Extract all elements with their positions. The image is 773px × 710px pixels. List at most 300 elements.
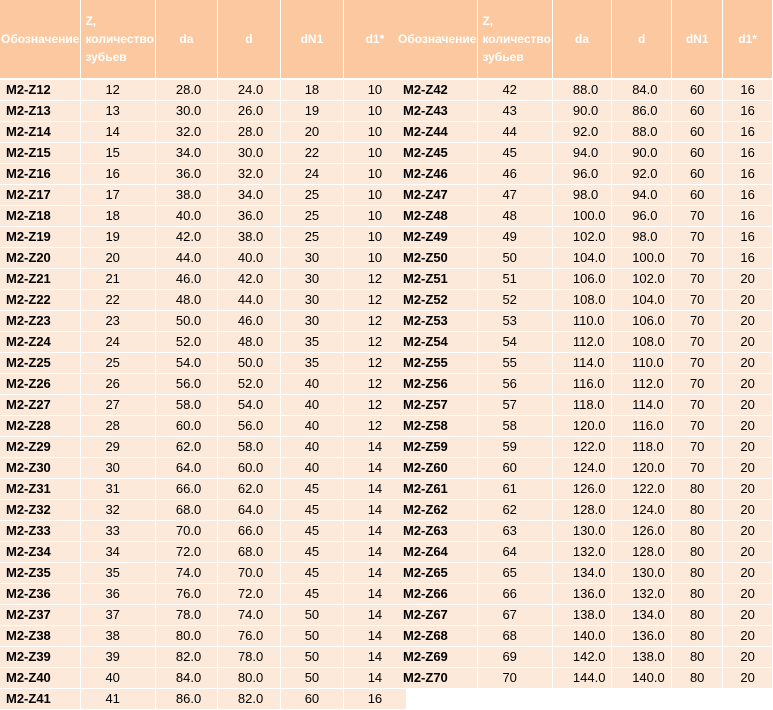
table-row — [0, 248, 407, 269]
table-row — [0, 374, 407, 395]
table-row — [397, 80, 773, 101]
dn1-cell: 70 — [672, 227, 723, 248]
teeth-count-cell: 23 — [81, 311, 155, 332]
designation-cell: M2-Z18 — [0, 206, 81, 227]
table-row — [0, 605, 407, 626]
table-row — [397, 101, 773, 122]
da-cell: 100.0 — [553, 206, 612, 227]
dn1-cell: 40 — [281, 416, 344, 437]
table-row — [397, 395, 773, 416]
dn1-cell: 70 — [672, 290, 723, 311]
da-cell: 96.0 — [553, 164, 612, 185]
da-cell: 32.0 — [156, 122, 218, 143]
table-row — [397, 437, 773, 458]
da-cell: 112.0 — [553, 332, 612, 353]
d1-cell: 14 — [344, 563, 407, 584]
designation-cell: M2-Z39 — [0, 647, 81, 668]
table-row — [397, 605, 773, 626]
dn1-cell: 60 — [281, 689, 344, 710]
designation-cell: M2-Z17 — [0, 185, 81, 206]
da-cell: 64.0 — [156, 458, 218, 479]
teeth-count-cell: 42 — [478, 80, 552, 101]
d-cell: 106.0 — [612, 311, 672, 332]
d1-cell: 10 — [344, 185, 407, 206]
d-cell: 74.0 — [218, 605, 281, 626]
d-cell: 114.0 — [612, 395, 672, 416]
d-cell: 86.0 — [612, 101, 672, 122]
dn1-cell: 60 — [672, 185, 723, 206]
d-cell: 48.0 — [218, 332, 281, 353]
table-row — [0, 311, 407, 332]
da-cell: 144.0 — [553, 668, 612, 689]
d1-cell: 16 — [723, 80, 773, 101]
d1-cell: 16 — [723, 164, 773, 185]
da-cell: 138.0 — [553, 605, 612, 626]
teeth-count-cell: 58 — [478, 416, 552, 437]
d1-cell: 14 — [344, 542, 407, 563]
teeth-count-cell: 65 — [478, 563, 552, 584]
d1-cell: 20 — [723, 479, 773, 500]
teeth-count-cell: 25 — [81, 353, 155, 374]
table-row — [0, 101, 407, 122]
table-row — [0, 122, 407, 143]
designation-cell: M2-Z32 — [0, 500, 81, 521]
dn1-cell: 80 — [672, 542, 723, 563]
designation-cell: M2-Z46 — [397, 164, 478, 185]
dn1-cell: 80 — [672, 605, 723, 626]
da-cell: 106.0 — [553, 269, 612, 290]
da-cell: 140.0 — [553, 626, 612, 647]
d1-cell: 14 — [344, 626, 407, 647]
table-row — [397, 290, 773, 311]
da-cell: 42.0 — [156, 227, 218, 248]
d-cell: 82.0 — [218, 689, 281, 710]
table-row — [397, 500, 773, 521]
dn1-cell: 30 — [281, 290, 344, 311]
table-row — [0, 626, 407, 647]
table-row — [0, 542, 407, 563]
teeth-count-cell: 43 — [478, 101, 552, 122]
table-row — [397, 143, 773, 164]
table-row — [397, 416, 773, 437]
d1-cell: 16 — [723, 122, 773, 143]
teeth-count-cell: 24 — [81, 332, 155, 353]
d-cell: 36.0 — [218, 206, 281, 227]
d1-cell: 10 — [344, 143, 407, 164]
table-row — [0, 332, 407, 353]
table-row — [0, 290, 407, 311]
teeth-count-cell: 44 — [478, 122, 552, 143]
teeth-count-cell: 32 — [81, 500, 155, 521]
teeth-count-cell: 69 — [478, 647, 552, 668]
teeth-count-cell: 15 — [81, 143, 155, 164]
d1-cell: 10 — [344, 248, 407, 269]
d-cell: 62.0 — [218, 479, 281, 500]
da-cell: 40.0 — [156, 206, 218, 227]
d1-cell: 12 — [344, 416, 407, 437]
da-cell: 90.0 — [553, 101, 612, 122]
designation-cell: M2-Z19 — [0, 227, 81, 248]
da-cell: 44.0 — [156, 248, 218, 269]
dn1-cell: 60 — [672, 143, 723, 164]
designation-cell: M2-Z50 — [397, 248, 478, 269]
teeth-count-cell: 33 — [81, 521, 155, 542]
teeth-count-cell: 48 — [478, 206, 552, 227]
table-row — [0, 185, 407, 206]
dn1-cell: 80 — [672, 521, 723, 542]
d-cell: 140.0 — [612, 668, 672, 689]
table-row — [0, 668, 407, 689]
teeth-count-cell: 13 — [81, 101, 155, 122]
table-row — [0, 458, 407, 479]
dn1-cell: 25 — [281, 185, 344, 206]
d-cell: 52.0 — [218, 374, 281, 395]
d-cell: 122.0 — [612, 479, 672, 500]
d-cell: 76.0 — [218, 626, 281, 647]
dn1-header: dN1 — [672, 0, 723, 80]
teeth-count-cell: 12 — [81, 80, 155, 101]
d1-cell: 12 — [344, 311, 407, 332]
teeth-count-cell: 53 — [478, 311, 552, 332]
d1-cell: 14 — [344, 668, 407, 689]
right-spec-table — [397, 0, 773, 689]
d-cell: 40.0 — [218, 248, 281, 269]
designation-cell: M2-Z12 — [0, 80, 81, 101]
designation-cell: M2-Z22 — [0, 290, 81, 311]
table-row — [397, 542, 773, 563]
designation-cell: M2-Z68 — [397, 626, 478, 647]
designation-cell: M2-Z20 — [0, 248, 81, 269]
table-row — [397, 332, 773, 353]
da-cell: 134.0 — [553, 563, 612, 584]
da-cell: 88.0 — [553, 80, 612, 101]
d1-header: d1* — [723, 0, 773, 80]
da-cell: 56.0 — [156, 374, 218, 395]
designation-cell: M2-Z63 — [397, 521, 478, 542]
dn1-cell: 50 — [281, 605, 344, 626]
d-cell: 102.0 — [612, 269, 672, 290]
dn1-header: dN1 — [281, 0, 344, 80]
table-row — [0, 143, 407, 164]
da-cell: 110.0 — [553, 311, 612, 332]
d-cell: 30.0 — [218, 143, 281, 164]
designation-cell: M2-Z16 — [0, 164, 81, 185]
da-cell: 130.0 — [553, 521, 612, 542]
dn1-cell: 80 — [672, 647, 723, 668]
designation-cell: M2-Z51 — [397, 269, 478, 290]
d1-cell: 14 — [344, 437, 407, 458]
dn1-cell: 25 — [281, 206, 344, 227]
designation-cell: M2-Z43 — [397, 101, 478, 122]
teeth-count-cell: 57 — [478, 395, 552, 416]
designation-cell: M2-Z54 — [397, 332, 478, 353]
table-header-row — [0, 0, 407, 80]
d1-cell: 10 — [344, 122, 407, 143]
table-row — [397, 122, 773, 143]
teeth-count-cell: 22 — [81, 290, 155, 311]
da-cell: 48.0 — [156, 290, 218, 311]
teeth-count-cell: 47 — [478, 185, 552, 206]
table-row — [397, 248, 773, 269]
d-cell: 28.0 — [218, 122, 281, 143]
teeth-count-cell: 34 — [81, 542, 155, 563]
d1-cell: 20 — [723, 332, 773, 353]
da-cell: 76.0 — [156, 584, 218, 605]
d1-cell: 10 — [344, 164, 407, 185]
teeth-count-cell: 14 — [81, 122, 155, 143]
table-row — [0, 227, 407, 248]
da-cell: 102.0 — [553, 227, 612, 248]
teeth-count-cell: 59 — [478, 437, 552, 458]
d1-cell: 16 — [344, 689, 407, 710]
table-row — [0, 563, 407, 584]
designation-cell: M2-Z25 — [0, 353, 81, 374]
dn1-cell: 19 — [281, 101, 344, 122]
da-cell: 108.0 — [553, 290, 612, 311]
teeth-count-cell: 17 — [81, 185, 155, 206]
designation-header: Обозначение — [397, 0, 478, 80]
table-row — [0, 353, 407, 374]
d1-cell: 20 — [723, 626, 773, 647]
teeth-count-cell: 63 — [478, 521, 552, 542]
table-row — [397, 311, 773, 332]
d-cell: 78.0 — [218, 647, 281, 668]
teeth-count-cell: 50 — [478, 248, 552, 269]
dn1-cell: 50 — [281, 647, 344, 668]
d1-cell: 20 — [723, 605, 773, 626]
dn1-cell: 45 — [281, 542, 344, 563]
designation-header: Обозначение — [0, 0, 81, 80]
table-row — [0, 479, 407, 500]
d-cell: 134.0 — [612, 605, 672, 626]
d1-cell: 20 — [723, 290, 773, 311]
designation-cell: M2-Z14 — [0, 122, 81, 143]
d-cell: 92.0 — [612, 164, 672, 185]
da-cell: 128.0 — [553, 500, 612, 521]
da-cell: 54.0 — [156, 353, 218, 374]
da-cell: 52.0 — [156, 332, 218, 353]
left-table-body — [0, 80, 407, 710]
table-row — [397, 164, 773, 185]
teeth-count-cell: 35 — [81, 563, 155, 584]
table-row — [397, 647, 773, 668]
da-cell: 142.0 — [553, 647, 612, 668]
teeth-count-cell: 45 — [478, 143, 552, 164]
designation-cell: M2-Z45 — [397, 143, 478, 164]
table-row — [397, 374, 773, 395]
designation-cell: M2-Z65 — [397, 563, 478, 584]
dn1-cell: 45 — [281, 500, 344, 521]
dn1-cell: 70 — [672, 458, 723, 479]
dn1-cell: 18 — [281, 80, 344, 101]
dn1-cell: 70 — [672, 395, 723, 416]
designation-cell: M2-Z30 — [0, 458, 81, 479]
dn1-cell: 30 — [281, 248, 344, 269]
da-cell: 34.0 — [156, 143, 218, 164]
dn1-cell: 40 — [281, 395, 344, 416]
designation-cell: M2-Z48 — [397, 206, 478, 227]
d1-cell: 20 — [723, 311, 773, 332]
teeth-count-cell: 54 — [478, 332, 552, 353]
d-header: d — [612, 0, 672, 80]
d1-cell: 20 — [723, 269, 773, 290]
teeth-count-cell: 64 — [478, 542, 552, 563]
teeth-count-cell: 18 — [81, 206, 155, 227]
d1-cell: 12 — [344, 374, 407, 395]
teeth-count-cell: 31 — [81, 479, 155, 500]
dn1-cell: 30 — [281, 269, 344, 290]
dn1-cell: 70 — [672, 269, 723, 290]
da-cell: 78.0 — [156, 605, 218, 626]
designation-cell: M2-Z59 — [397, 437, 478, 458]
d-cell: 32.0 — [218, 164, 281, 185]
d-cell: 64.0 — [218, 500, 281, 521]
designation-cell: M2-Z31 — [0, 479, 81, 500]
d-cell: 34.0 — [218, 185, 281, 206]
d-cell: 58.0 — [218, 437, 281, 458]
d1-cell: 12 — [344, 290, 407, 311]
d1-cell: 16 — [723, 206, 773, 227]
designation-cell: M2-Z37 — [0, 605, 81, 626]
d1-cell: 10 — [344, 206, 407, 227]
d1-cell: 20 — [723, 521, 773, 542]
d1-cell: 20 — [723, 500, 773, 521]
da-cell: 122.0 — [553, 437, 612, 458]
designation-cell: M2-Z28 — [0, 416, 81, 437]
table-row — [397, 227, 773, 248]
table-row — [0, 437, 407, 458]
table-row — [397, 521, 773, 542]
teeth-count-cell: 66 — [478, 584, 552, 605]
teeth-count-cell: 28 — [81, 416, 155, 437]
dn1-cell: 70 — [672, 437, 723, 458]
d-cell: 80.0 — [218, 668, 281, 689]
da-cell: 118.0 — [553, 395, 612, 416]
dn1-cell: 70 — [672, 332, 723, 353]
d1-cell: 20 — [723, 647, 773, 668]
d1-cell: 20 — [723, 563, 773, 584]
table-row — [397, 563, 773, 584]
da-cell: 94.0 — [553, 143, 612, 164]
d1-cell: 20 — [723, 668, 773, 689]
designation-cell: M2-Z57 — [397, 395, 478, 416]
d-cell: 118.0 — [612, 437, 672, 458]
dn1-cell: 40 — [281, 458, 344, 479]
d-cell: 44.0 — [218, 290, 281, 311]
d-cell: 136.0 — [612, 626, 672, 647]
designation-cell: M2-Z53 — [397, 311, 478, 332]
table-row — [397, 626, 773, 647]
teeth-count-cell: 21 — [81, 269, 155, 290]
dn1-cell: 40 — [281, 374, 344, 395]
teeth-count-cell: 60 — [478, 458, 552, 479]
da-cell: 72.0 — [156, 542, 218, 563]
d-cell: 116.0 — [612, 416, 672, 437]
designation-cell: M2-Z70 — [397, 668, 478, 689]
designation-cell: M2-Z69 — [397, 647, 478, 668]
da-cell: 120.0 — [553, 416, 612, 437]
d1-cell: 14 — [344, 458, 407, 479]
da-cell: 58.0 — [156, 395, 218, 416]
dn1-cell: 80 — [672, 626, 723, 647]
d-cell: 94.0 — [612, 185, 672, 206]
d1-cell: 16 — [723, 143, 773, 164]
table-row — [397, 668, 773, 689]
designation-cell: M2-Z23 — [0, 311, 81, 332]
teeth-count-cell: 52 — [478, 290, 552, 311]
d1-cell: 12 — [344, 269, 407, 290]
da-cell: 62.0 — [156, 437, 218, 458]
d-cell: 70.0 — [218, 563, 281, 584]
dn1-cell: 45 — [281, 521, 344, 542]
da-cell: 104.0 — [553, 248, 612, 269]
d-cell: 90.0 — [612, 143, 672, 164]
designation-cell: M2-Z56 — [397, 374, 478, 395]
table-row — [0, 500, 407, 521]
d1-cell: 20 — [723, 542, 773, 563]
d-cell: 124.0 — [612, 500, 672, 521]
designation-cell: M2-Z26 — [0, 374, 81, 395]
teeth-count-cell: 67 — [478, 605, 552, 626]
d1-cell: 20 — [723, 458, 773, 479]
da-cell: 50.0 — [156, 311, 218, 332]
designation-cell: M2-Z15 — [0, 143, 81, 164]
dn1-cell: 60 — [672, 122, 723, 143]
da-cell: 60.0 — [156, 416, 218, 437]
teeth-count-cell: 61 — [478, 479, 552, 500]
teeth-count-cell: 19 — [81, 227, 155, 248]
d1-cell: 14 — [344, 605, 407, 626]
teeth-count-header: Z, количество зубьев — [81, 0, 155, 80]
designation-cell: M2-Z13 — [0, 101, 81, 122]
table-row — [0, 584, 407, 605]
dn1-cell: 50 — [281, 668, 344, 689]
d-cell: 54.0 — [218, 395, 281, 416]
dn1-cell: 40 — [281, 437, 344, 458]
d-cell: 130.0 — [612, 563, 672, 584]
d1-cell: 14 — [344, 479, 407, 500]
dn1-cell: 45 — [281, 479, 344, 500]
designation-cell: M2-Z58 — [397, 416, 478, 437]
d1-cell: 20 — [723, 353, 773, 374]
dn1-cell: 35 — [281, 353, 344, 374]
table-row — [0, 521, 407, 542]
dn1-cell: 45 — [281, 563, 344, 584]
da-cell: 92.0 — [553, 122, 612, 143]
d1-cell: 16 — [723, 101, 773, 122]
d-cell: 100.0 — [612, 248, 672, 269]
dn1-cell: 80 — [672, 668, 723, 689]
d-cell: 110.0 — [612, 353, 672, 374]
d-cell: 126.0 — [612, 521, 672, 542]
teeth-count-cell: 36 — [81, 584, 155, 605]
designation-cell: M2-Z21 — [0, 269, 81, 290]
designation-cell: M2-Z67 — [397, 605, 478, 626]
designation-cell: M2-Z60 — [397, 458, 478, 479]
da-cell: 98.0 — [553, 185, 612, 206]
d1-cell: 16 — [723, 248, 773, 269]
teeth-count-cell: 41 — [81, 689, 155, 710]
dn1-cell: 24 — [281, 164, 344, 185]
dn1-cell: 45 — [281, 584, 344, 605]
dn1-cell: 30 — [281, 311, 344, 332]
d1-cell: 14 — [344, 647, 407, 668]
table-row — [0, 206, 407, 227]
dn1-cell: 70 — [672, 416, 723, 437]
table-row — [0, 80, 407, 101]
d1-cell: 20 — [723, 584, 773, 605]
teeth-count-cell: 70 — [478, 668, 552, 689]
